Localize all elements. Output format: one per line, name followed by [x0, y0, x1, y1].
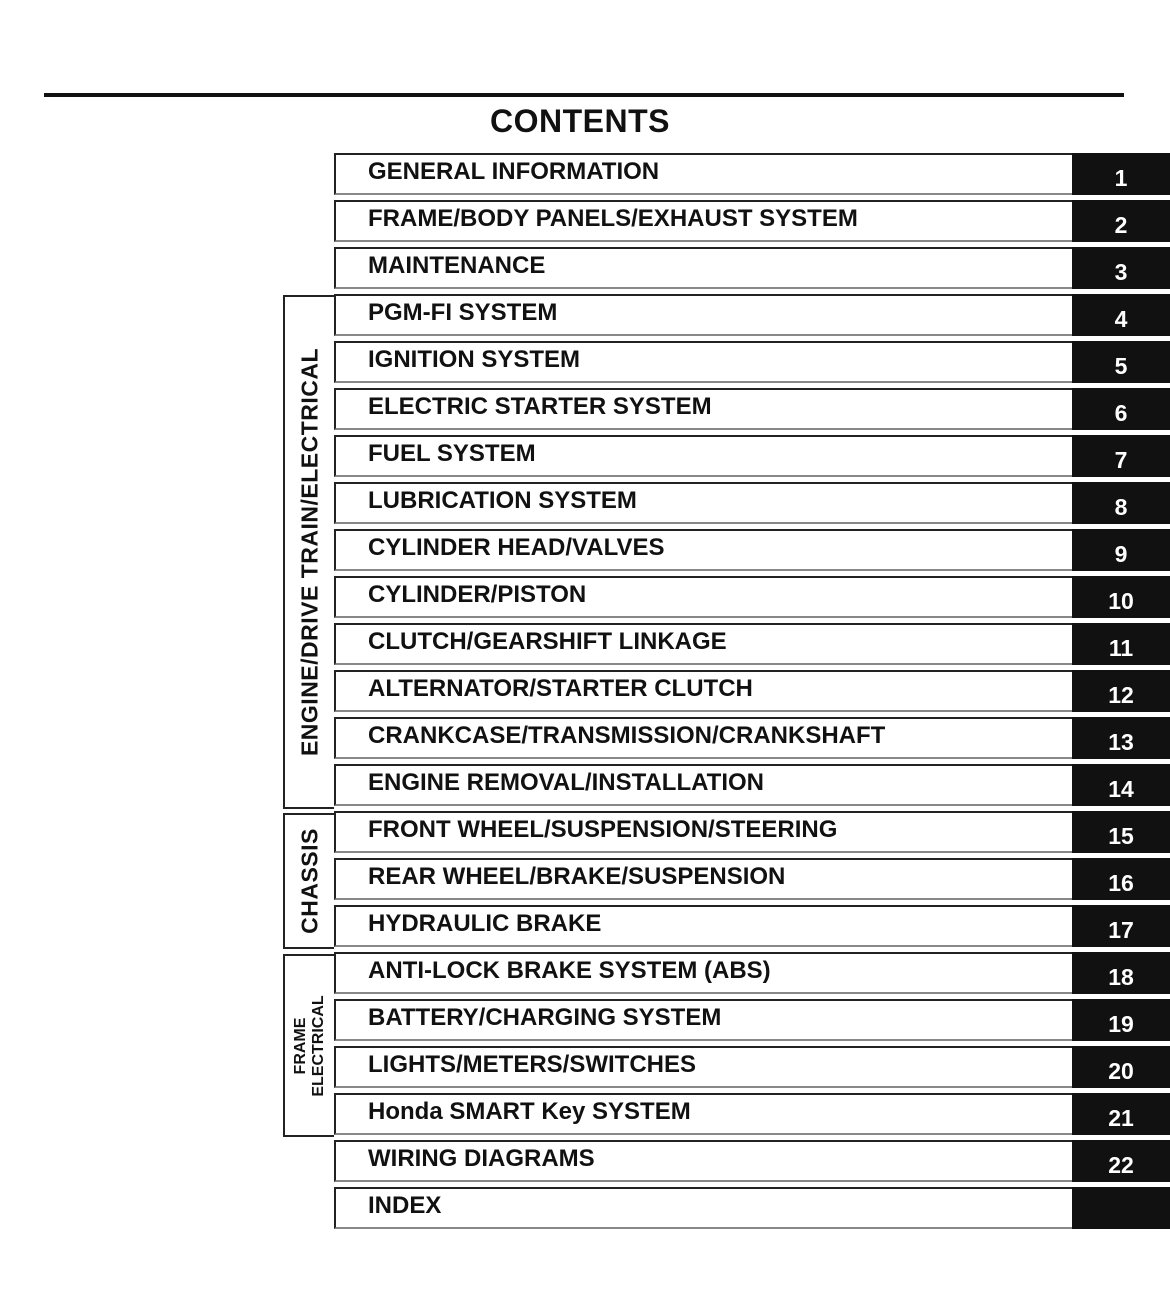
group-label: CHASSIS	[296, 828, 322, 934]
section-title: ELECTRIC STARTER SYSTEM	[368, 393, 712, 420]
section-title: ALTERNATOR/STARTER CLUTCH	[368, 675, 753, 702]
section-tab-number[interactable]: 7	[1072, 435, 1170, 477]
toc-row-alternator-starter-clutch[interactable]	[334, 670, 1170, 712]
section-title: CRANKCASE/TRANSMISSION/CRANKSHAFT	[368, 722, 886, 749]
section-title: WIRING DIAGRAMS	[368, 1145, 595, 1172]
section-tab-number[interactable]	[1072, 1187, 1170, 1229]
page-title: CONTENTS	[490, 103, 670, 139]
section-tab-number[interactable]: 8	[1072, 482, 1170, 524]
section-tab-number[interactable]: 18	[1072, 952, 1170, 994]
toc-row-clutch-gearshift-linkage[interactable]	[334, 623, 1170, 665]
section-title: HYDRAULIC BRAKE	[368, 910, 602, 937]
section-title: ENGINE REMOVAL/INSTALLATION	[368, 769, 764, 796]
section-title: ANTI-LOCK BRAKE SYSTEM (ABS)	[368, 957, 771, 984]
section-title: BATTERY/CHARGING SYSTEM	[368, 1004, 722, 1031]
toc-row-lubrication-system[interactable]	[334, 482, 1170, 524]
section-title: REAR WHEEL/BRAKE/SUSPENSION	[368, 863, 786, 890]
toc-row-engine-removal-installation[interactable]	[334, 764, 1170, 806]
section-tab-number[interactable]: 12	[1072, 670, 1170, 712]
section-title: CYLINDER HEAD/VALVES	[368, 534, 665, 561]
section-tab-number[interactable]: 13	[1072, 717, 1170, 759]
section-title: MAINTENANCE	[368, 252, 546, 279]
toc-row-crankcase-transmission-crankshaft[interactable]	[334, 717, 1170, 759]
section-tab-number[interactable]: 10	[1072, 576, 1170, 618]
toc-row-maintenance[interactable]	[334, 247, 1170, 289]
toc-row-hydraulic-brake[interactable]	[334, 905, 1170, 947]
section-title: CYLINDER/PISTON	[368, 581, 587, 608]
section-title: LUBRICATION SYSTEM	[368, 487, 637, 514]
section-tab-number[interactable]: 14	[1072, 764, 1170, 806]
section-tab-number[interactable]: 15	[1072, 811, 1170, 853]
toc-row-lights-meters-switches[interactable]	[334, 1046, 1170, 1088]
toc-row-honda-smart-key-system[interactable]	[334, 1093, 1170, 1135]
toc-row-front-wheel-suspension-steering[interactable]	[334, 811, 1170, 853]
section-title: PGM-FI SYSTEM	[368, 299, 558, 326]
section-tab-number[interactable]: 3	[1072, 247, 1170, 289]
toc-row-wiring-diagrams[interactable]	[334, 1140, 1170, 1182]
group-label: ENGINE/DRIVE TRAIN/ELECTRICAL	[296, 347, 322, 757]
section-tab-number[interactable]: 16	[1072, 858, 1170, 900]
section-title: GENERAL INFORMATION	[368, 158, 660, 185]
section-title: FUEL SYSTEM	[368, 440, 536, 467]
toc-row-anti-lock-brake-system[interactable]	[334, 952, 1170, 994]
section-tab-number[interactable]: 6	[1072, 388, 1170, 430]
section-tab-number[interactable]: 9	[1072, 529, 1170, 571]
group-chassis	[283, 813, 334, 949]
group-frame-electrical	[283, 954, 334, 1137]
toc-row-frame-body-panels[interactable]	[334, 200, 1170, 242]
section-title: LIGHTS/METERS/SWITCHES	[368, 1051, 697, 1078]
toc-row-fuel-system[interactable]	[334, 435, 1170, 477]
section-tab-number[interactable]: 4	[1072, 294, 1170, 336]
section-tab-number[interactable]: 17	[1072, 905, 1170, 947]
section-tab-number[interactable]: 19	[1072, 999, 1170, 1041]
section-title: FRAME/BODY PANELS/EXHAUST SYSTEM	[368, 205, 858, 232]
section-tab-number[interactable]: 11	[1072, 623, 1170, 665]
group-label-line2: ELECTRICAL	[309, 994, 327, 1097]
toc-row-general-information[interactable]	[334, 153, 1170, 195]
section-title: INDEX	[368, 1192, 442, 1219]
section-title: FRONT WHEEL/SUSPENSION/STEERING	[368, 816, 838, 843]
toc-row-battery-charging-system[interactable]	[334, 999, 1170, 1041]
section-title: Honda SMART Key SYSTEM	[368, 1098, 691, 1125]
group-label	[292, 995, 328, 1096]
section-tab-number[interactable]: 5	[1072, 341, 1170, 383]
toc-row-electric-starter-system[interactable]	[334, 388, 1170, 430]
toc-row-cylinder-head-valves[interactable]	[334, 529, 1170, 571]
section-tab-number[interactable]: 21	[1072, 1093, 1170, 1135]
group-label-line1: FRAME	[291, 1017, 309, 1074]
section-title: IGNITION SYSTEM	[368, 346, 581, 373]
toc-row-ignition-system[interactable]	[334, 341, 1170, 383]
toc-row-rear-wheel-brake-suspension[interactable]	[334, 858, 1170, 900]
section-tab-number[interactable]: 2	[1072, 200, 1170, 242]
section-tab-number[interactable]: 22	[1072, 1140, 1170, 1182]
group-engine-drive-train-electrical	[283, 295, 334, 809]
toc-row-index[interactable]	[334, 1187, 1170, 1229]
section-tab-number[interactable]: 1	[1072, 153, 1170, 195]
section-title: CLUTCH/GEARSHIFT LINKAGE	[368, 628, 727, 655]
toc-row-cylinder-piston[interactable]	[334, 576, 1170, 618]
toc-row-pgm-fi-system[interactable]	[334, 294, 1170, 336]
section-tab-number[interactable]: 20	[1072, 1046, 1170, 1088]
